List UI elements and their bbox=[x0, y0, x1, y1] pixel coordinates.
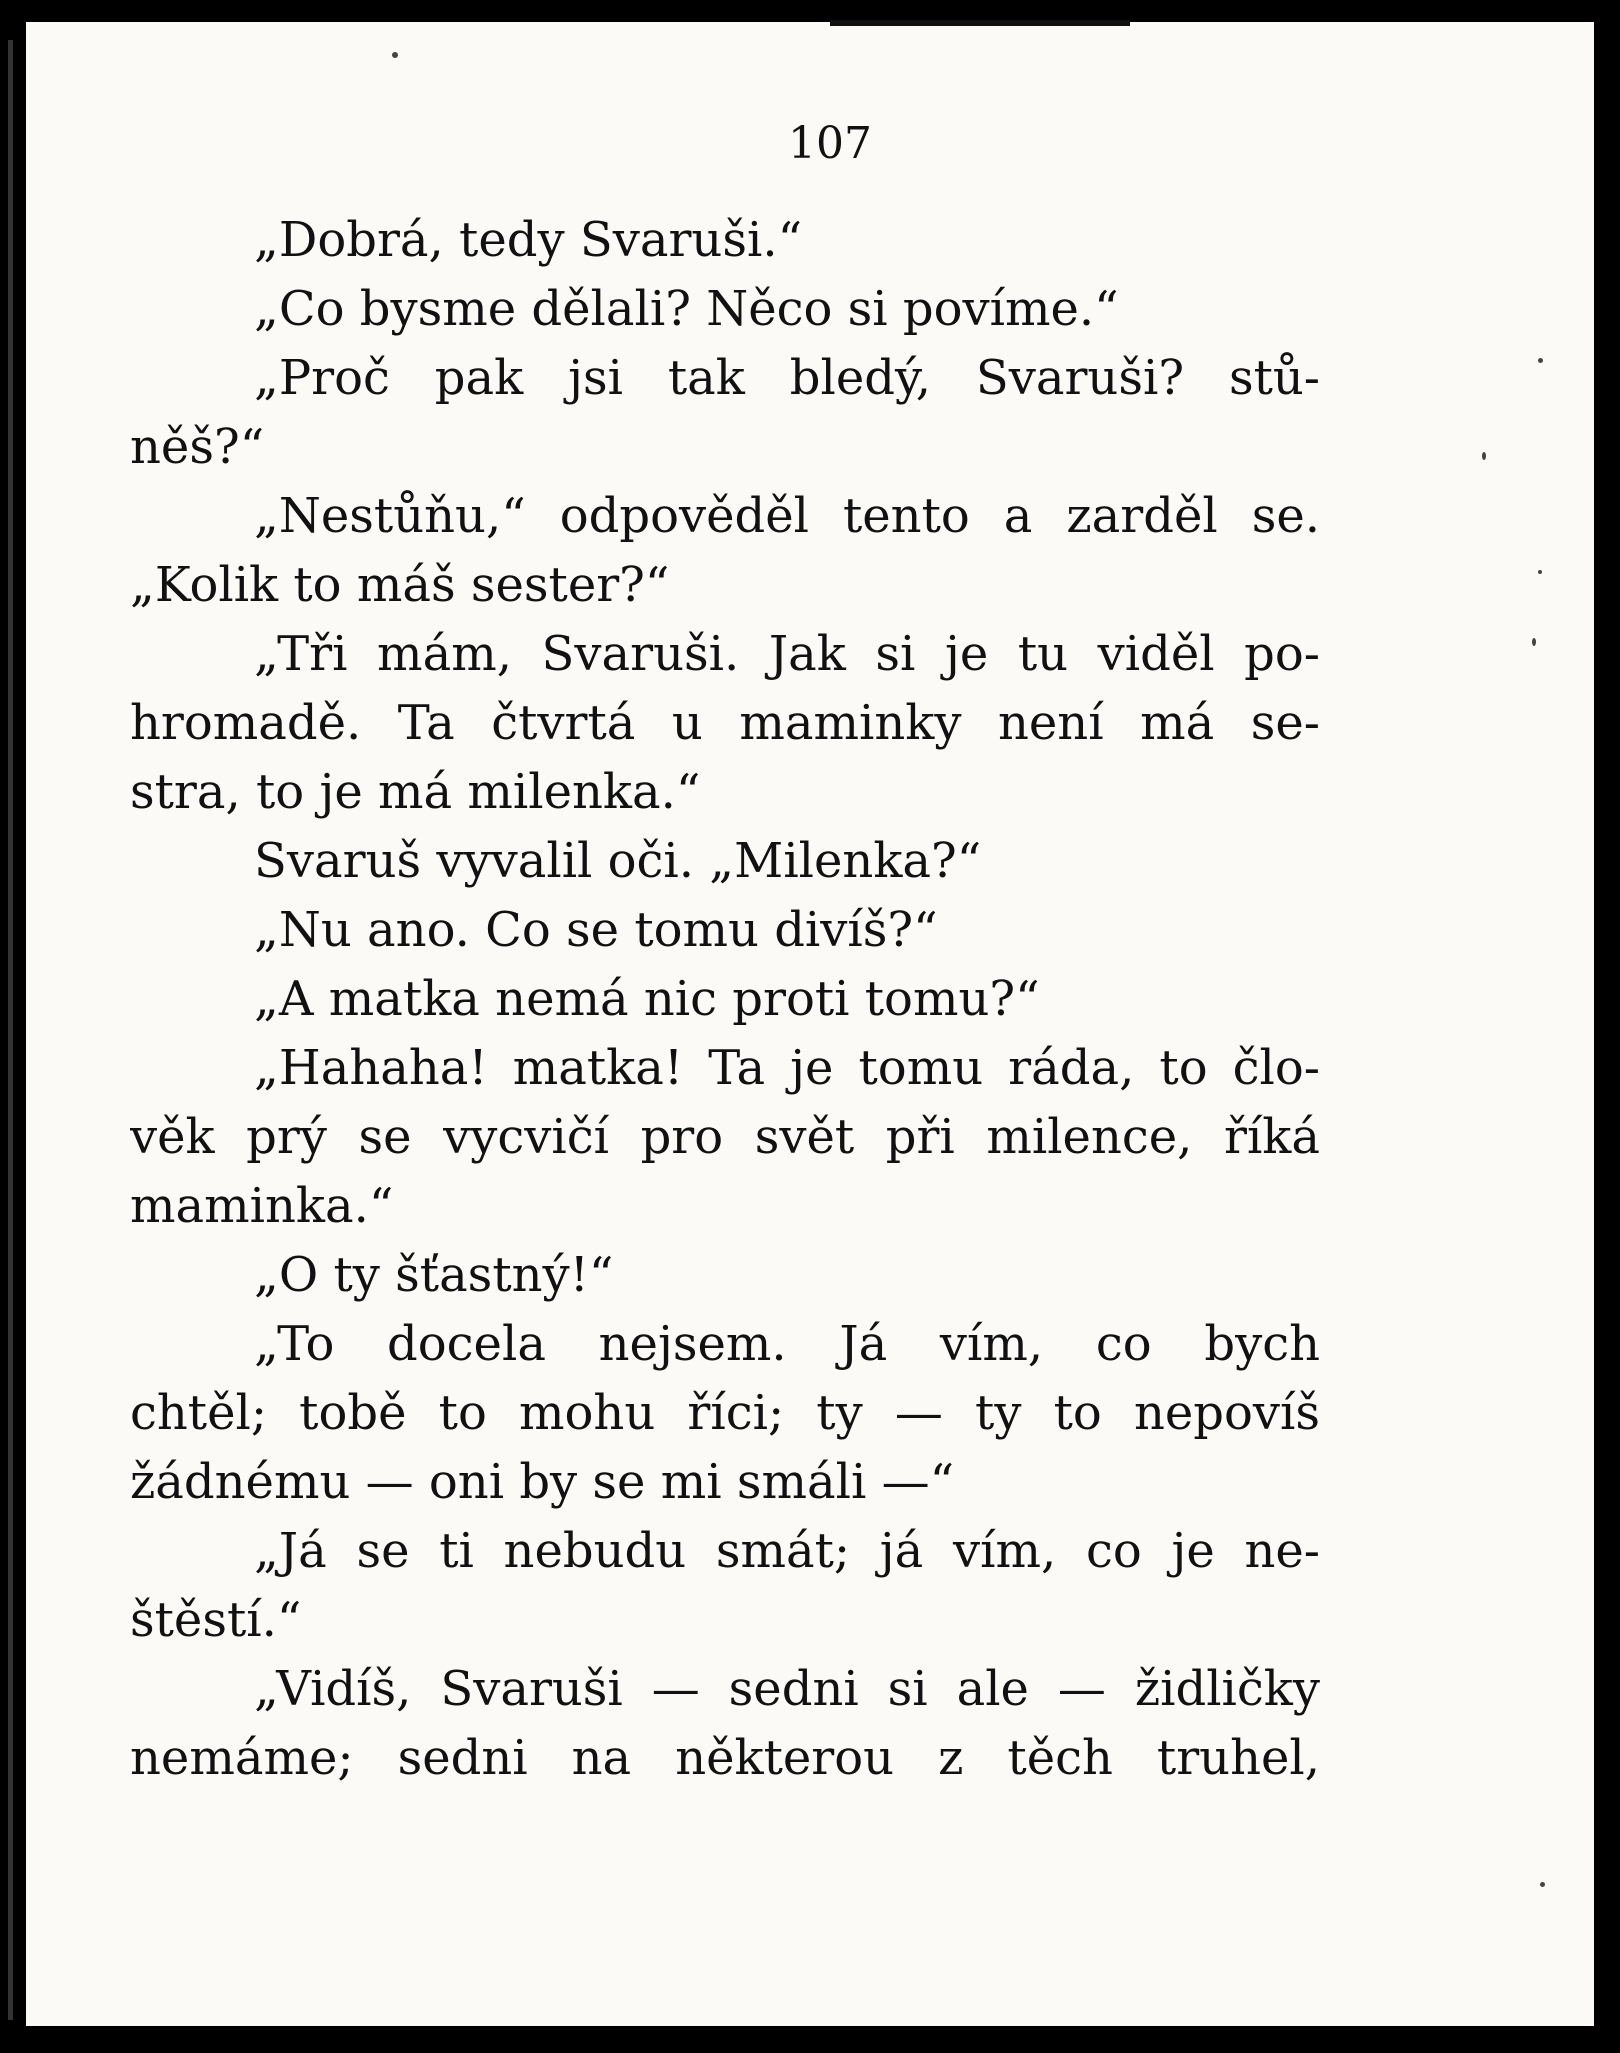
text-line: „A matka nemá nic proti tomu?“ bbox=[254, 971, 1040, 1027]
text-line: maminka.“ bbox=[130, 1178, 394, 1234]
text-line: hromadě. Ta čtvrtá u maminky není má se- bbox=[130, 695, 1320, 751]
scan-top-mark bbox=[830, 20, 1130, 26]
binding-edge bbox=[0, 0, 18, 2053]
scan-speck bbox=[1540, 1882, 1545, 1887]
text-line: chtěl; tobě to mohu říci; ty — ty to nepovíš bbox=[130, 1385, 1320, 1441]
text-line: nemáme; sedni na některou z těch truhel, bbox=[130, 1730, 1320, 1786]
text-line: „Nestůňu,“ odpověděl tento a zarděl se. bbox=[254, 488, 1320, 544]
text-line: „Já se ti nebudu smát; já vím, co je ne- bbox=[254, 1523, 1320, 1579]
scan-speck bbox=[1538, 358, 1543, 363]
text-line: věk prý se vycvičí pro svět při milence, říká bbox=[130, 1109, 1320, 1165]
text-line: něš?“ bbox=[130, 419, 265, 475]
text-line: „Dobrá, tedy Svaruši.“ bbox=[254, 212, 803, 268]
text-line: „Proč pak jsi tak bledý, Svaruši? stů- bbox=[254, 350, 1320, 406]
text-line: „Kolik to máš sester?“ bbox=[130, 557, 670, 613]
scan-speck bbox=[1482, 452, 1486, 460]
scan-speck bbox=[392, 52, 398, 58]
text-line: „Tři mám, Svaruši. Jak si je tu viděl po- bbox=[254, 626, 1320, 682]
book-page bbox=[26, 22, 1594, 2026]
page-number: 107 bbox=[788, 118, 872, 169]
text-line: „O ty šťastný!“ bbox=[254, 1247, 614, 1303]
scan-speck bbox=[1532, 638, 1536, 646]
text-line: „To docela nejsem. Já vím, co bych bbox=[254, 1316, 1320, 1372]
text-line: „Vidíš, Svaruši — sedni si ale — židličky bbox=[254, 1661, 1320, 1717]
text-line: Svaruš vyvalil oči. „Milenka?“ bbox=[254, 833, 982, 889]
text-line: „Co bysme dělali? Něco si povíme.“ bbox=[254, 281, 1119, 337]
binding-strip bbox=[8, 40, 13, 2020]
text-line: štěstí.“ bbox=[130, 1592, 302, 1648]
text-line: „Hahaha! matka! Ta je tomu ráda, to člo- bbox=[254, 1040, 1320, 1096]
text-line: stra, to je má milenka.“ bbox=[130, 764, 701, 820]
scan-speck bbox=[1538, 570, 1542, 574]
text-line: žádnému — oni by se mi smáli —“ bbox=[130, 1454, 955, 1510]
text-line: „Nu ano. Co se tomu divíš?“ bbox=[254, 902, 938, 958]
